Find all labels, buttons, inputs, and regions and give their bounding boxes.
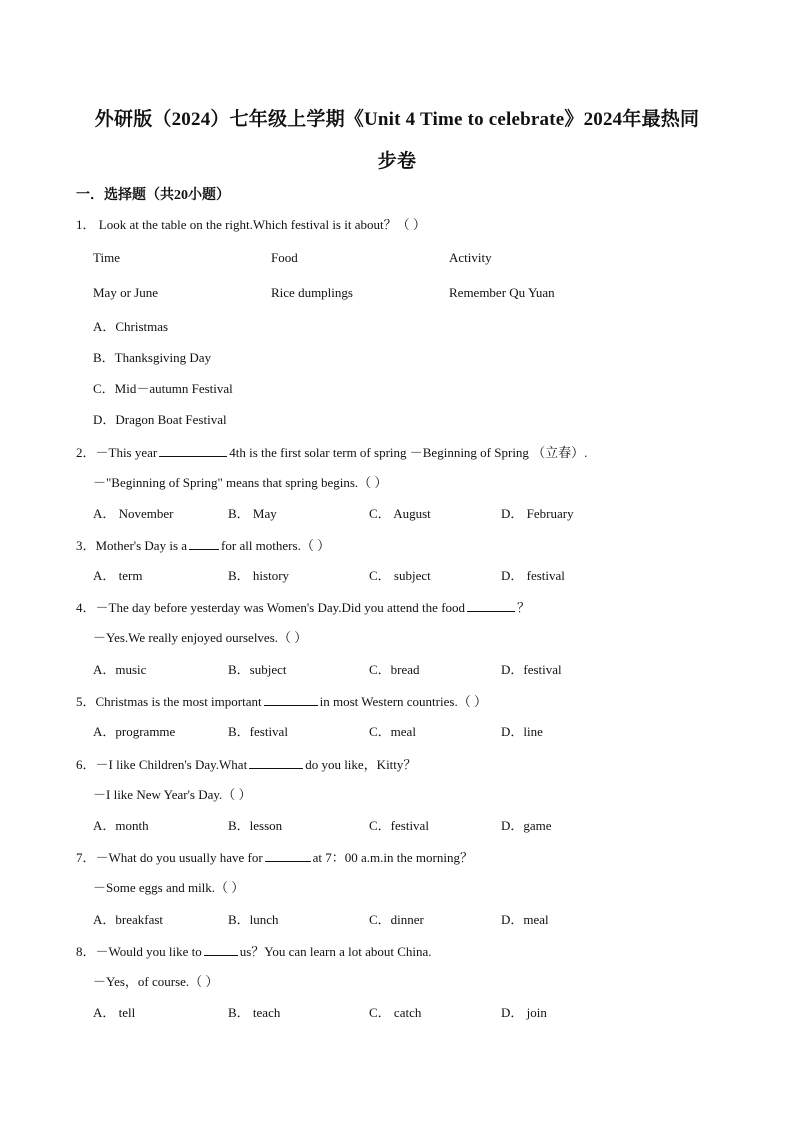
q1-table-cell-activity: Remember Qu Yuan [449,285,555,300]
page-title-line-2: 步卷 [377,151,417,172]
q5-option-b[interactable]: B．festival [228,724,288,739]
q5-stem-end: in most Western countries.（ ） [319,694,487,709]
section-heading: 一．选择题（共20小题） [76,188,230,203]
q7-option-d[interactable]: D．meal [501,912,549,927]
q7-stem-end: at 7：00 a.m.in the morning？ [312,850,473,865]
q4-option-c[interactable]: C．bread [369,662,420,677]
q1-table-header-time: Time [93,250,120,265]
q1-option-a[interactable]: A．Christmas [93,319,169,334]
q5-option-c[interactable]: C．meal [369,724,416,739]
question-6-line-2: －I like New Year's Day.（ ） [93,787,252,802]
q8-option-d[interactable]: D． join [501,1005,547,1020]
q3-blank [189,536,219,550]
q6-option-c[interactable]: C．festival [369,818,429,833]
question-2-line-2: －"Beginning of Spring" means that spring begins.（ ） [93,475,388,490]
q3-option-b[interactable]: B． history [228,568,290,583]
question-6-stem [76,755,416,774]
q5-option-a[interactable]: A．programme [93,724,176,739]
q6-stem-end: do you like，Kitty？ [305,757,417,772]
question-1-stem: 1． Look at the table on the right.Which festival is it about？（ ） [76,217,426,232]
q8-option-c[interactable]: C． catch [369,1005,422,1020]
question-4-line-2: －Yes.We really enjoyed ourselves.（ ） [93,630,308,645]
q8-option-b[interactable]: B． teach [228,1005,281,1020]
q2-stem-end: 4th is the first solar term of spring －Beginning of Spring （立春）. [229,445,588,460]
question-4-stem [76,598,530,617]
q3-option-d[interactable]: D． festival [501,568,565,583]
q4-stem-start: 4．－The day before yesterday was Women's Day.Did you attend the food [76,600,466,615]
q3-stem-end: for all mothers.（ ） [221,538,331,553]
q3-stem-start: 3．Mother's Day is a [76,538,188,553]
q1-option-d[interactable]: D．Dragon Boat Festival [93,412,227,427]
q2-blank [159,443,227,457]
q4-option-d[interactable]: D．festival [501,662,562,677]
q1-table-cell-time: May or June [93,285,158,300]
q5-blank [264,692,318,706]
q7-stem-start: 7．－What do you usually have for [76,850,263,865]
q4-option-b[interactable]: B．subject [228,662,287,677]
page-title-line-1: 外研版（2024）七年级上学期《Unit 4 Time to celebrate》2024年最热同 [94,109,700,130]
q4-stem-end: ？ [517,600,531,615]
q7-blank [265,848,311,862]
q4-option-a[interactable]: A．music [93,662,147,677]
q8-blank [204,942,238,956]
q1-table-header-activity: Activity [449,250,492,265]
q1-option-b[interactable]: B．Thanksgiving Day [93,350,212,365]
q6-blank [249,755,303,769]
question-7-stem [76,848,473,867]
question-8-stem [76,942,432,961]
q8-stem-end: us？You can learn a lot about China. [239,944,432,959]
q4-blank [467,598,515,612]
q6-option-d[interactable]: D．game [501,818,552,833]
q6-stem-start: 6．－I like Children's Day.What [76,757,248,772]
q7-option-a[interactable]: A．breakfast [93,912,164,927]
q1-option-c[interactable]: C．Mid－autumn Festival [93,381,233,396]
q6-option-b[interactable]: B．lesson [228,818,283,833]
q7-option-b[interactable]: B．lunch [228,912,279,927]
q2-option-b[interactable]: B． May [228,506,277,521]
q8-stem-start: 8．－Would you like to [76,944,202,959]
q5-option-d[interactable]: D．line [501,724,543,739]
q1-table-cell-food: Rice dumplings [271,285,353,300]
question-3-stem [76,536,330,555]
q2-stem-start: 2．－This year [76,445,158,460]
q6-option-a[interactable]: A．month [93,818,149,833]
q8-option-a[interactable]: A． tell [93,1005,136,1020]
q1-table-header-food: Food [271,250,298,265]
q2-option-d[interactable]: D． February [501,506,574,521]
question-8-line-2: －Yes，of course.（ ） [93,974,219,989]
question-2-stem [76,443,587,462]
q2-option-a[interactable]: A． November [93,506,174,521]
q2-option-c[interactable]: C． August [369,506,431,521]
question-5-stem [76,692,487,711]
q3-option-c[interactable]: C． subject [369,568,431,583]
q7-option-c[interactable]: C．dinner [369,912,424,927]
question-7-line-2: －Some eggs and milk.（ ） [93,880,245,895]
q3-option-a[interactable]: A． term [93,568,143,583]
q5-stem-start: 5．Christmas is the most important [76,694,262,709]
